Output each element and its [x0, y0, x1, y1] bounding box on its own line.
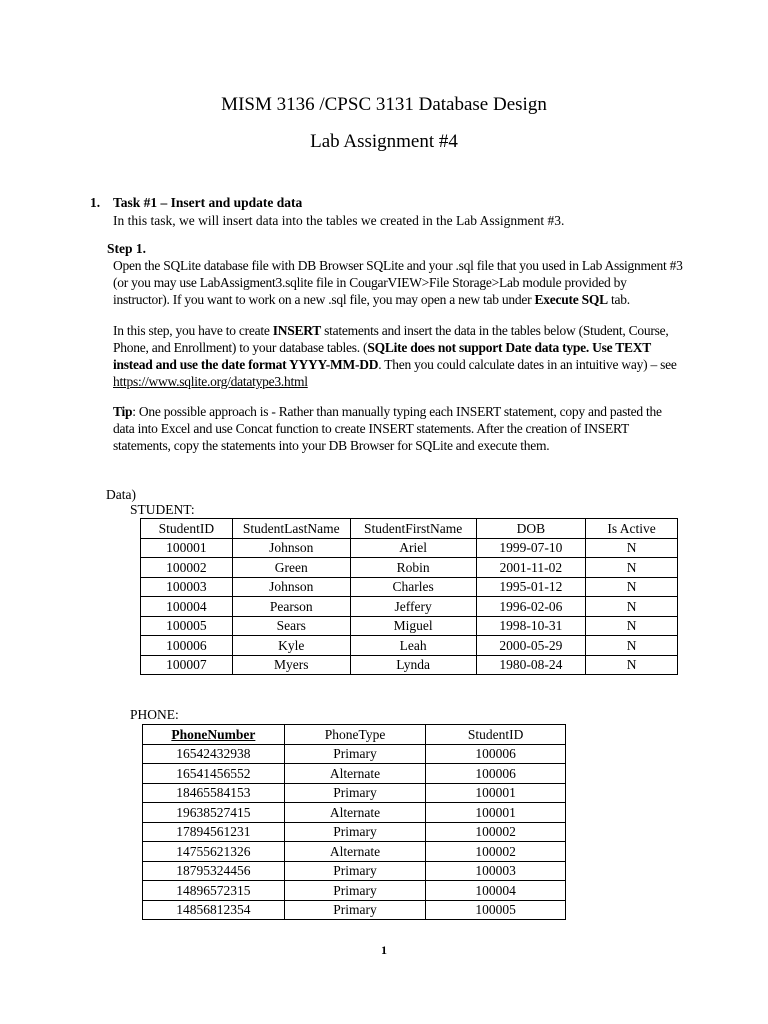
sqlite-datatype-link[interactable]: https://www.sqlite.org/datatype3.html: [113, 374, 308, 389]
table-row: [141, 655, 678, 675]
column-header: Is Active: [586, 519, 678, 539]
student-table-label: STUDENT:: [130, 502, 195, 517]
table-cell: Charles: [350, 577, 476, 597]
table-row: [143, 803, 566, 823]
table-cell: Primary: [284, 822, 426, 842]
p2-b: statements and insert the data in the tables below (Student, Course, Phone, and Enrollment) to your database tables. (: [113, 323, 669, 355]
p2-a: In this step, you have to create: [113, 323, 273, 338]
table-row: [143, 764, 566, 784]
table-cell: 100003: [426, 861, 566, 881]
table-cell: 100004: [141, 597, 233, 617]
table-cell: 1999-07-10: [476, 538, 586, 558]
table-row: [143, 861, 566, 881]
student-table: [140, 518, 678, 675]
table-cell: 100002: [426, 822, 566, 842]
column-header: StudentID: [141, 519, 233, 539]
table-cell: 100006: [426, 764, 566, 784]
table-row: [141, 636, 678, 656]
table-header-row: [143, 725, 566, 745]
column-header: StudentID: [426, 725, 566, 745]
column-header: PhoneType: [284, 725, 426, 745]
table-row: [143, 822, 566, 842]
document-subtitle: Lab Assignment #4: [310, 131, 458, 152]
table-cell: 100002: [141, 558, 233, 578]
column-header: StudentFirstName: [350, 519, 476, 539]
table-cell: Alternate: [284, 764, 426, 784]
table-cell: Alternate: [284, 803, 426, 823]
p1-bold: Execute SQL: [534, 292, 608, 307]
table-cell: 100001: [426, 803, 566, 823]
table-cell: 2000-05-29: [476, 636, 586, 656]
table-cell: Leah: [350, 636, 476, 656]
data-label: Data): [106, 487, 136, 502]
table-row: [143, 842, 566, 862]
step-paragraph-open: [113, 257, 683, 308]
p2-bold-date-note: SQLite does not support Date data type. Use TEXT instead and use the date format YYYY-MM-DD: [113, 340, 651, 372]
table-cell: 18795324456: [143, 861, 285, 881]
table-cell: Kyle: [232, 636, 350, 656]
table-cell: Myers: [232, 655, 350, 675]
table-cell: 100005: [141, 616, 233, 636]
table-cell: 1998-10-31: [476, 616, 586, 636]
table-cell: Primary: [284, 900, 426, 920]
column-header: PhoneNumber: [143, 725, 285, 745]
table-cell: Sears: [232, 616, 350, 636]
table-cell: N: [586, 655, 678, 675]
table-cell: Green: [232, 558, 350, 578]
table-cell: 2001-11-02: [476, 558, 586, 578]
table-cell: 18465584153: [143, 783, 285, 803]
task-number: 1.: [90, 195, 101, 210]
table-cell: 100001: [426, 783, 566, 803]
phone-table-label: PHONE:: [130, 707, 179, 722]
table-cell: 19638527415: [143, 803, 285, 823]
table-header-row: [141, 519, 678, 539]
table-row: [143, 744, 566, 764]
table-cell: 1980-08-24: [476, 655, 586, 675]
table-row: [141, 538, 678, 558]
table-cell: Ariel: [350, 538, 476, 558]
table-cell: N: [586, 538, 678, 558]
table-cell: 100001: [141, 538, 233, 558]
table-cell: 16542432938: [143, 744, 285, 764]
tip-text: : One possible approach is - Rather than manually typing each INSERT statement, copy and pasted the data into Excel and use Concat function to create INSERT statements. After the creation of INSERT statements, copy the statements into your DB Browser for SQLite and execute them.: [113, 404, 662, 453]
table-cell: Alternate: [284, 842, 426, 862]
table-cell: 100002: [426, 842, 566, 862]
table-cell: 1995-01-12: [476, 577, 586, 597]
table-row: [143, 881, 566, 901]
table-row: [141, 577, 678, 597]
table-cell: 14755621326: [143, 842, 285, 862]
table-cell: Lynda: [350, 655, 476, 675]
phone-table: [142, 724, 566, 920]
table-cell: 100006: [426, 744, 566, 764]
table-cell: 14896572315: [143, 881, 285, 901]
table-cell: 100004: [426, 881, 566, 901]
table-cell: N: [586, 577, 678, 597]
step-paragraph-insert: [113, 322, 683, 390]
table-row: [143, 783, 566, 803]
table-cell: Pearson: [232, 597, 350, 617]
p1-end: tab.: [607, 292, 630, 307]
tip-paragraph: [113, 403, 683, 454]
table-cell: N: [586, 597, 678, 617]
step-label: Step 1.: [107, 241, 147, 256]
column-header: StudentLastName: [232, 519, 350, 539]
document-title: MISM 3136 /CPSC 3131 Database Design: [221, 94, 547, 115]
table-cell: 100003: [141, 577, 233, 597]
table-cell: Primary: [284, 861, 426, 881]
table-cell: Primary: [284, 881, 426, 901]
table-cell: 16541456552: [143, 764, 285, 784]
page-number: 1: [381, 943, 387, 957]
table-cell: 100005: [426, 900, 566, 920]
task-heading-text: Task #1 – Insert and update data: [113, 195, 303, 210]
table-cell: N: [586, 636, 678, 656]
table-cell: N: [586, 558, 678, 578]
task-intro: In this task, we will insert data into the tables we created in the Lab Assignment #3.: [113, 213, 565, 228]
table-row: [141, 597, 678, 617]
table-cell: Johnson: [232, 538, 350, 558]
table-cell: Primary: [284, 783, 426, 803]
table-row: [141, 558, 678, 578]
table-cell: Robin: [350, 558, 476, 578]
task-heading: [90, 194, 302, 211]
table-cell: 1996-02-06: [476, 597, 586, 617]
tip-label: Tip: [113, 404, 133, 419]
column-header: DOB: [476, 519, 586, 539]
p2-bold-insert: INSERT: [272, 323, 321, 338]
table-cell: 17894561231: [143, 822, 285, 842]
table-cell: Miguel: [350, 616, 476, 636]
table-cell: Jeffery: [350, 597, 476, 617]
p1-text: Open the SQLite database file with DB Browser SQLite and your .sql file that you used in Lab Assignment #3 (or you may use LabAssigment3.sqlite file in CougarVIEW>File Storage>Lab module provided by instructor). If you want to work on a new .sql file, you may open a new tab under: [113, 258, 683, 307]
p2-c: . Then you could calculate dates in an intuitive way) – see: [378, 357, 677, 372]
table-cell: Primary: [284, 744, 426, 764]
table-cell: 14856812354: [143, 900, 285, 920]
table-row: [143, 900, 566, 920]
table-cell: 100007: [141, 655, 233, 675]
table-cell: N: [586, 616, 678, 636]
table-row: [141, 616, 678, 636]
table-cell: 100006: [141, 636, 233, 656]
table-cell: Johnson: [232, 577, 350, 597]
